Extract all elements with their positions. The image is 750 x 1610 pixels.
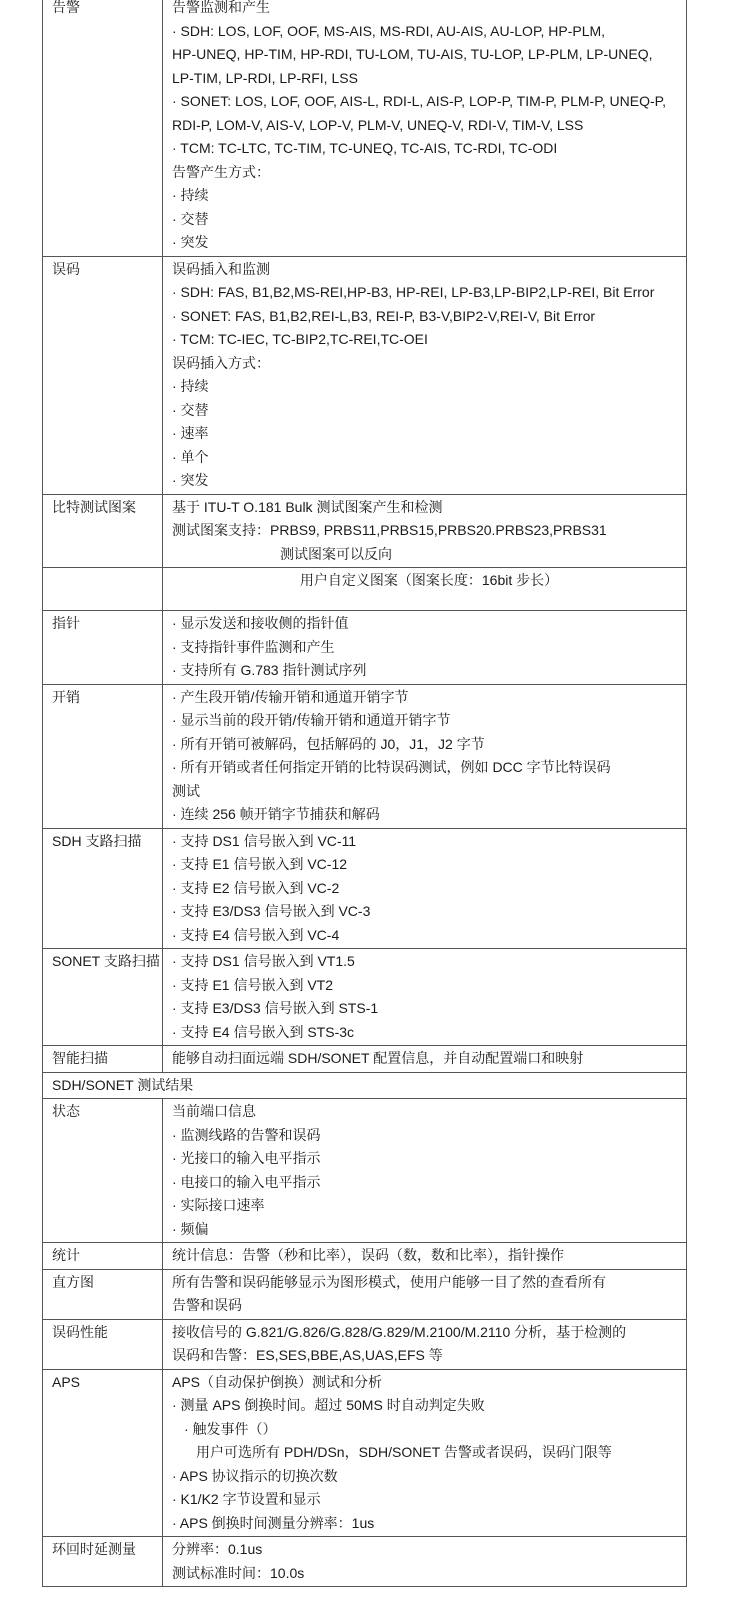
content-line: · 支持 E1 信号嵌入到 VC-12 — [172, 856, 348, 872]
spec-row — [43, 1099, 687, 1243]
content-line: 能够自动扫面远端 SDH/SONET 配置信息，并自动配置端口和映射 — [172, 1050, 584, 1066]
content-line: · 支持 E1 信号嵌入到 VT2 — [172, 976, 334, 993]
row-content — [163, 1537, 687, 1587]
row-content — [163, 1369, 687, 1537]
spec-row — [43, 494, 687, 568]
content-line: · 支持 E3/DS3 信号嵌入到 STS-1 — [172, 1000, 379, 1016]
content-line: · SONET: LOS, LOF, OOF, AIS-L, RDI-L, AIS-P, LOP-P, TIM-P, PLM-P, UNEQ-P, — [172, 93, 667, 109]
content-line: · 触发事件（） — [184, 1420, 277, 1437]
row-label: SDH 支路扫描 — [43, 828, 163, 949]
content-line: 误码插入方式： — [172, 354, 270, 371]
content-line: · 单个 — [172, 448, 209, 465]
content-line: · 突发 — [172, 472, 209, 488]
content-line: 分辨率：0.1us — [172, 1541, 263, 1557]
row-content — [163, 1046, 687, 1073]
row-label: SONET 支路扫描 — [43, 949, 163, 1046]
content-line: 测试图案支持：PRBS9, PRBS11,PRBS15,PRBS20.PRBS23,PRBS31 — [172, 522, 607, 538]
content-line: · 监测线路的告警和误码 — [172, 1126, 321, 1143]
row-label: 统计 — [43, 1243, 163, 1270]
row-content — [163, 611, 687, 685]
row-label: 比特测试图案 — [43, 494, 163, 568]
content-line: · 持续 — [172, 378, 209, 394]
row-content — [163, 1099, 687, 1243]
row-label: 误码性能 — [43, 1319, 163, 1369]
content-line: · SONET: FAS, B1,B2,REI-L,B3, REI-P, B3-V,BIP2-V,REI-V, Bit Error — [172, 307, 596, 324]
spec-row — [43, 1072, 687, 1099]
content-line: · APS 倒换时间测量分辨率：1us — [172, 1514, 375, 1531]
content-line: · 光接口的输入电平指示 — [172, 1150, 321, 1166]
content-line: · 支持 E3/DS3 信号嵌入到 VC-3 — [172, 903, 371, 919]
row-content — [163, 1269, 687, 1319]
content-line: · 交替 — [172, 210, 209, 227]
row-content — [163, 828, 687, 949]
content-line: · 连续 256 帧开销字节捕获和解码 — [172, 806, 380, 822]
spec-row — [43, 1369, 687, 1537]
row-content — [163, 568, 687, 611]
content-line: 用户自定义图案（图案长度：16bit 步长） — [299, 572, 559, 588]
content-line: · 支持指针事件监测和产生 — [172, 638, 335, 655]
content-line: 所有告警和误码能够显示为图形模式，使用户能够一目了然的查看所有 — [172, 1273, 606, 1290]
content-line: 基于 ITU-T O.181 Bulk 测试图案产生和检测 — [172, 498, 443, 515]
spec-row — [43, 1243, 687, 1270]
content-line: 测试标准时间：10.0s — [172, 1564, 305, 1581]
content-line: · 支持 E4 信号嵌入到 STS-3c — [172, 1023, 355, 1040]
row-content — [163, 256, 687, 494]
row-label: 指针 — [43, 611, 163, 685]
content-line: · 频偏 — [172, 1220, 209, 1237]
row-content — [163, 1243, 687, 1270]
spec-row — [43, 0, 687, 256]
content-line: · 产生段开销/传输开销和通道开销字节 — [172, 688, 409, 705]
spec-row — [43, 568, 687, 611]
content-line: 接收信号的 G.821/G.826/G.828/G.829/M.2100/M.2110 分析，基于检测的 — [172, 1323, 627, 1340]
spec-row — [43, 1046, 687, 1073]
content-line: · 支持所有 G.783 指针测试序列 — [172, 662, 367, 678]
row-label: 环回时延测量 — [43, 1537, 163, 1587]
content-line: · 显示当前的段开销/传输开销和通道开销字节 — [172, 712, 451, 728]
row-label: 误码 — [43, 256, 163, 494]
content-line: HP-UNEQ, HP-TIM, HP-RDI, TU-LOM, TU-AIS, TU-LOP, LP-PLM, LP-UNEQ, — [172, 46, 653, 62]
content-line: · 持续 — [172, 187, 209, 203]
content-line: · 支持 E4 信号嵌入到 VC-4 — [172, 926, 340, 943]
content-line: 告警产生方式： — [172, 163, 270, 180]
content-line: 当前端口信息 — [172, 1103, 256, 1119]
content-line: 用户可选所有 PDH/DSn，SDH/SONET 告警或者误码，误码门限等 — [196, 1444, 612, 1460]
content-line: · SDH: FAS, B1,B2,MS-REI,HP-B3, HP-REI, LP-B3,LP-BIP2,LP-REI, Bit Error — [172, 284, 655, 300]
spec-row — [43, 1319, 687, 1369]
content-line: LP-TIM, LP-RDI, LP-RFI, LSS — [172, 69, 358, 86]
content-line: · 支持 E2 信号嵌入到 VC-2 — [172, 879, 340, 896]
content-line: · 所有开销可被解码，包括解码的 J0，J1，J2 字节 — [172, 735, 485, 752]
spec-row — [43, 1269, 687, 1319]
row-content — [163, 494, 687, 568]
spec-row — [43, 256, 687, 494]
content-line: · 实际接口速率 — [172, 1197, 265, 1213]
content-line: · APS 协议指示的切换次数 — [172, 1467, 338, 1484]
content-line: 误码插入和监测 — [172, 260, 270, 277]
spec-row — [43, 828, 687, 949]
row-label: 告警 — [43, 0, 163, 256]
content-line: APS（自动保护倒换）测试和分析 — [172, 1373, 383, 1390]
row-label: APS — [43, 1369, 163, 1537]
content-line: 测试图案可以反向 — [280, 545, 392, 562]
row-label: 开销 — [43, 684, 163, 828]
content-line: 告警监测和产生 — [172, 0, 270, 15]
content-line: · 速率 — [172, 425, 209, 441]
content-line: · 支持 DS1 信号嵌入到 VC-11 — [172, 832, 357, 849]
content-line: · 交替 — [172, 401, 209, 418]
spec-row — [43, 1537, 687, 1587]
row-label: 直方图 — [43, 1269, 163, 1319]
spec-row — [43, 949, 687, 1046]
section-header: SDH/SONET 测试结果 — [43, 1072, 687, 1099]
content-line: · TCM: TC-IEC, TC-BIP2,TC-REI,TC-OEI — [172, 331, 428, 347]
row-content — [163, 684, 687, 828]
spec-table-body — [43, 0, 687, 1587]
content-line: · 突发 — [172, 234, 209, 250]
content-line: RDI-P, LOM-V, AIS-V, LOP-V, PLM-V, UNEQ-V, RDI-V, TIM-V, LSS — [172, 116, 584, 133]
row-label: 智能扫描 — [43, 1046, 163, 1073]
content-line: 测试 — [172, 782, 200, 799]
content-line: · 显示发送和接收侧的指针值 — [172, 615, 349, 631]
content-line: 统计信息：告警（秒和比率），误码（数，数和比率），指针操作 — [172, 1247, 564, 1263]
content-line: · 所有开销或者任何指定开销的比特误码测试，例如 DCC 字节比特误码 — [172, 759, 611, 775]
content-line: · 支持 DS1 信号嵌入到 VT1.5 — [172, 953, 355, 969]
row-content — [163, 1319, 687, 1369]
row-content — [163, 0, 687, 256]
content-line: · 电接口的输入电平指示 — [172, 1173, 321, 1190]
row-label — [43, 568, 163, 611]
content-line: · 测量 APS 倒换时间。超过 50MS 时自动判定失败 — [172, 1397, 485, 1413]
content-line: · TCM: TC-LTC, TC-TIM, TC-UNEQ, TC-AIS, TC-RDI, TC-ODI — [172, 140, 558, 156]
spec-table — [42, 0, 687, 1587]
content-line: 告警和误码 — [172, 1297, 242, 1313]
content-line: · K1/K2 字节设置和显示 — [172, 1491, 321, 1507]
content-line: 误码和告警：ES,SES,BBE,AS,UAS,EFS 等 — [172, 1347, 443, 1363]
row-label: 状态 — [43, 1099, 163, 1243]
spec-row — [43, 684, 687, 828]
spec-row — [43, 611, 687, 685]
row-content — [163, 949, 687, 1046]
content-line: · SDH: LOS, LOF, OOF, MS-AIS, MS-RDI, AU-AIS, AU-LOP, HP-PLM, — [172, 22, 606, 39]
